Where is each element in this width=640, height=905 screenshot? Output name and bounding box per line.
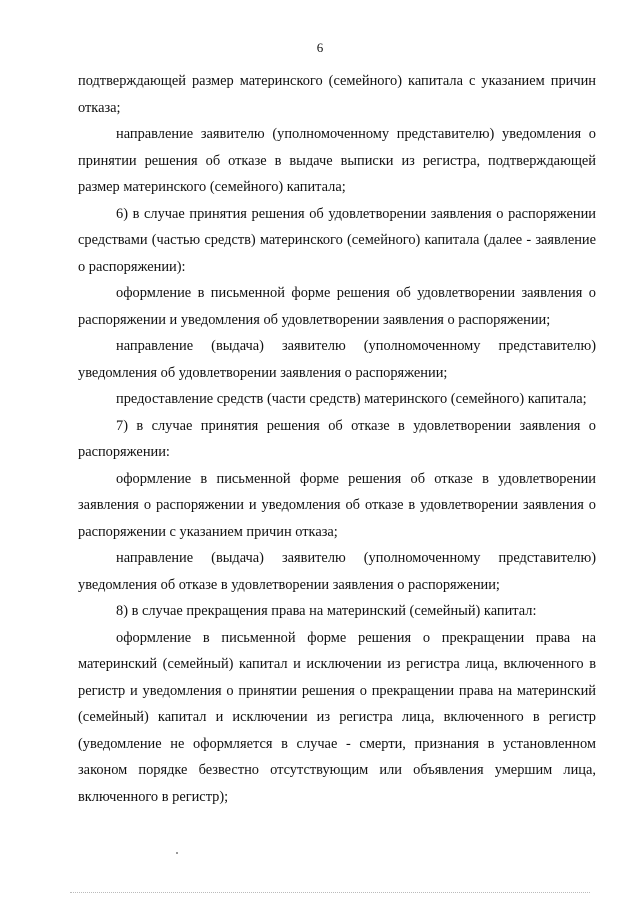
paragraph-refusal-decision: оформление в письменной форме решения об отказе в удовлетворении заявления о распоряжении и уведомления об отказе в удовлетворении заявления о распоряжении с указанием причин отказа; [78, 470, 596, 540]
paragraph-item-6: 6) в случае принятия решения об удовлетворении заявления о распоряжении средствами (частью средств) материнского (семейного) капитала (далее - заявление о распоряжении): [78, 205, 596, 275]
paragraph-provision-of-funds: предоставление средств (части средств) материнского (семейного) капитала; [116, 391, 587, 407]
scan-speck [176, 852, 178, 854]
paragraph-approval-decision: оформление в письменной форме решения об удовлетворении заявления о распоряжении и уведомления об удовлетворении заявления о распоряжении; [78, 285, 596, 328]
page-number: 6 [316, 40, 324, 55]
paragraph-item-7: 7) в случае принятия решения об отказе в удовлетворении заявления о распоряжении: [78, 417, 596, 460]
paragraph-notification-refusal-extract: направление заявителю (уполномоченному представителю) уведомления о принятии решения об отказе в выдаче выписки из регистра, подтверждающей размер материнского (семейного) капитала; [78, 126, 596, 195]
paragraph-refusal-notification: направление (выдача) заявителю (уполномоченному представителю) уведомления об отказе в удовлетворении заявления о распоряжении; [78, 550, 596, 593]
paragraph-approval-notification: направление (выдача) заявителю (уполномоченному представителю) уведомления об удовлетворении заявления о распоряжении; [78, 338, 596, 381]
paragraph-continuation: подтверждающей размер материнского (семейного) капитала с указанием причин отказа; [78, 73, 596, 116]
paragraph-item-8: 8) в случае прекращения права на материнский (семейный) капитал: [116, 603, 537, 619]
scan-bottom-edge [70, 892, 590, 895]
document-body [78, 68, 596, 810]
paragraph-termination-decision: оформление в письменной форме решения о прекращении права на материнский (семейный) капитал и исключении из регистра лица, включенного в регистр и уведомления о принятии решения о прекращении права на материнский (семейный) капитал и исключении из регистра лица, включенного в регистр (уведомление не оформляется в случае - смерти, признания в установленном законом порядке безвестно отсутствующим или объявления умершим лица, включенного в регистр); [78, 629, 596, 805]
